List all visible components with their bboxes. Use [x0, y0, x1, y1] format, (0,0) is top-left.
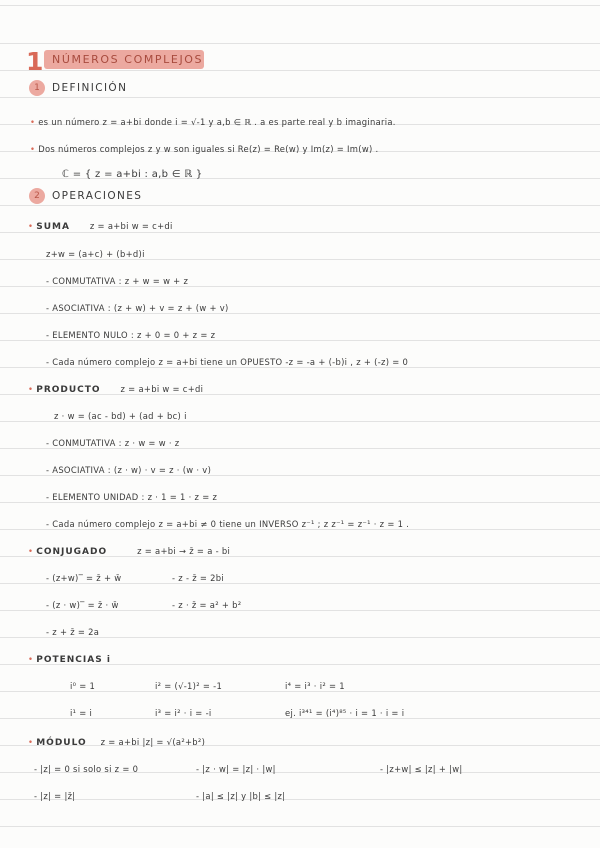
suma-definition: z = a+bi w = c+di	[89, 221, 173, 231]
section-number: 1	[26, 47, 44, 76]
potencia-ejemplo: ej. i³⁴¹ = (i⁴)⁸⁵ · i = 1 · i = i	[285, 708, 405, 718]
conjugado-prop-real: - z + z̄ = 2a	[46, 627, 100, 637]
producto-prop-unidad: - ELEMENTO UNIDAD : z · 1 = 1 · z = z	[46, 492, 218, 502]
modulo-prop-cotas: - |a| ≤ |z| y |b| ≤ |z|	[196, 791, 286, 801]
potencias-header	[28, 654, 111, 665]
modulo-prop-cero: - |z| = 0 si solo si z = 0	[34, 764, 139, 774]
conjugado-label: CONJUGADO	[36, 547, 108, 557]
conjugado-prop-diferencia: - z - z̄ = 2bi	[172, 573, 225, 583]
suma-header	[28, 221, 173, 232]
conjugado-prop-suma: - (z+w)‾ = z̄ + w̄	[46, 573, 122, 583]
conjugado-header	[28, 546, 230, 557]
bullet: •	[28, 654, 34, 664]
subsection-number-1: 1	[29, 80, 45, 96]
page-title: NÚMEROS COMPLEJOS	[52, 53, 204, 66]
modulo-prop-triangular: - |z+w| ≤ |z| + |w|	[380, 764, 463, 774]
bullet: •	[30, 117, 36, 127]
suma-formula: z+w = (a+c) + (b+d)i	[46, 249, 145, 259]
producto-prop-asociativa: - ASOCIATIVA : (z · w) · v = z · (w · v)	[46, 465, 212, 475]
modulo-prop-producto: - |z · w| = |z| · |w|	[196, 764, 276, 774]
producto-label: PRODUCTO	[36, 385, 101, 395]
definition-text-2: Dos números complejos z y w son iguales si Re(z) = Re(w) y Im(z) = Im(w) .	[38, 144, 379, 154]
potencias-label: POTENCIAS i	[36, 655, 111, 665]
suma-label: SUMA	[36, 222, 70, 232]
potencia-i1: i¹ = i	[70, 708, 93, 718]
producto-prop-conmutativa: - CONMUTATIVA : z · w = w · z	[46, 438, 180, 448]
definition-text-1: es un número z = a+bi donde i = √-1 y a,b ∈ ℝ . a es parte real y b imaginaria.	[38, 117, 396, 127]
modulo-prop-conjugado: - |z| = |z̄|	[34, 791, 76, 801]
subsection-number-2: 2	[29, 188, 45, 204]
producto-definition: z = a+bi w = c+di	[120, 384, 204, 394]
bullet: •	[28, 384, 34, 394]
definition-line-2	[30, 144, 378, 154]
subsection-title-definicion: DEFINICIÓN	[52, 82, 128, 94]
bullet: •	[28, 737, 34, 747]
conjugado-definition: z = a+bi → z̄ = a - bi	[137, 546, 231, 556]
producto-formula: z · w = (ac - bd) + (ad + bc) i	[54, 411, 187, 421]
producto-prop-inverso: - Cada número complejo z = a+bi ≠ 0 tiene un INVERSO z⁻¹ ; z z⁻¹ = z⁻¹ · z = 1 .	[46, 519, 410, 529]
modulo-header	[28, 737, 205, 748]
bullet: •	[30, 144, 36, 154]
modulo-label: MÓDULO	[36, 738, 87, 748]
potencia-i2: i² = (√-1)² = -1	[155, 681, 223, 691]
potencia-i3: i³ = i² · i = -i	[155, 708, 212, 718]
bullet: •	[28, 221, 34, 231]
suma-prop-conmutativa: - CONMUTATIVA : z + w = w + z	[46, 276, 189, 286]
suma-prop-nulo: - ELEMENTO NULO : z + 0 = 0 + z = z	[46, 330, 216, 340]
conjugado-prop-norma: - z · z̄ = a² + b²	[172, 600, 242, 610]
potencia-i0: i⁰ = 1	[70, 681, 96, 691]
subsection-title-operaciones: OPERACIONES	[52, 190, 143, 202]
suma-prop-opuesto: - Cada número complejo z = a+bi tiene un OPUESTO -z = -a + (-b)i , z + (-z) = 0	[46, 357, 409, 367]
producto-header	[28, 384, 203, 395]
definition-line-1	[30, 117, 396, 127]
conjugado-prop-producto: - (z · w)‾ = z̄ · w̄	[46, 600, 119, 610]
suma-prop-asociativa: - ASOCIATIVA : (z + w) + v = z + (w + v)	[46, 303, 229, 313]
set-definition: ℂ = { z = a+bi : a,b ∈ ℝ }	[62, 169, 203, 180]
potencia-i4: i⁴ = i³ · i² = 1	[285, 681, 345, 691]
bullet: •	[28, 546, 34, 556]
modulo-definition: z = a+bi |z| = √(a²+b²)	[100, 737, 206, 747]
